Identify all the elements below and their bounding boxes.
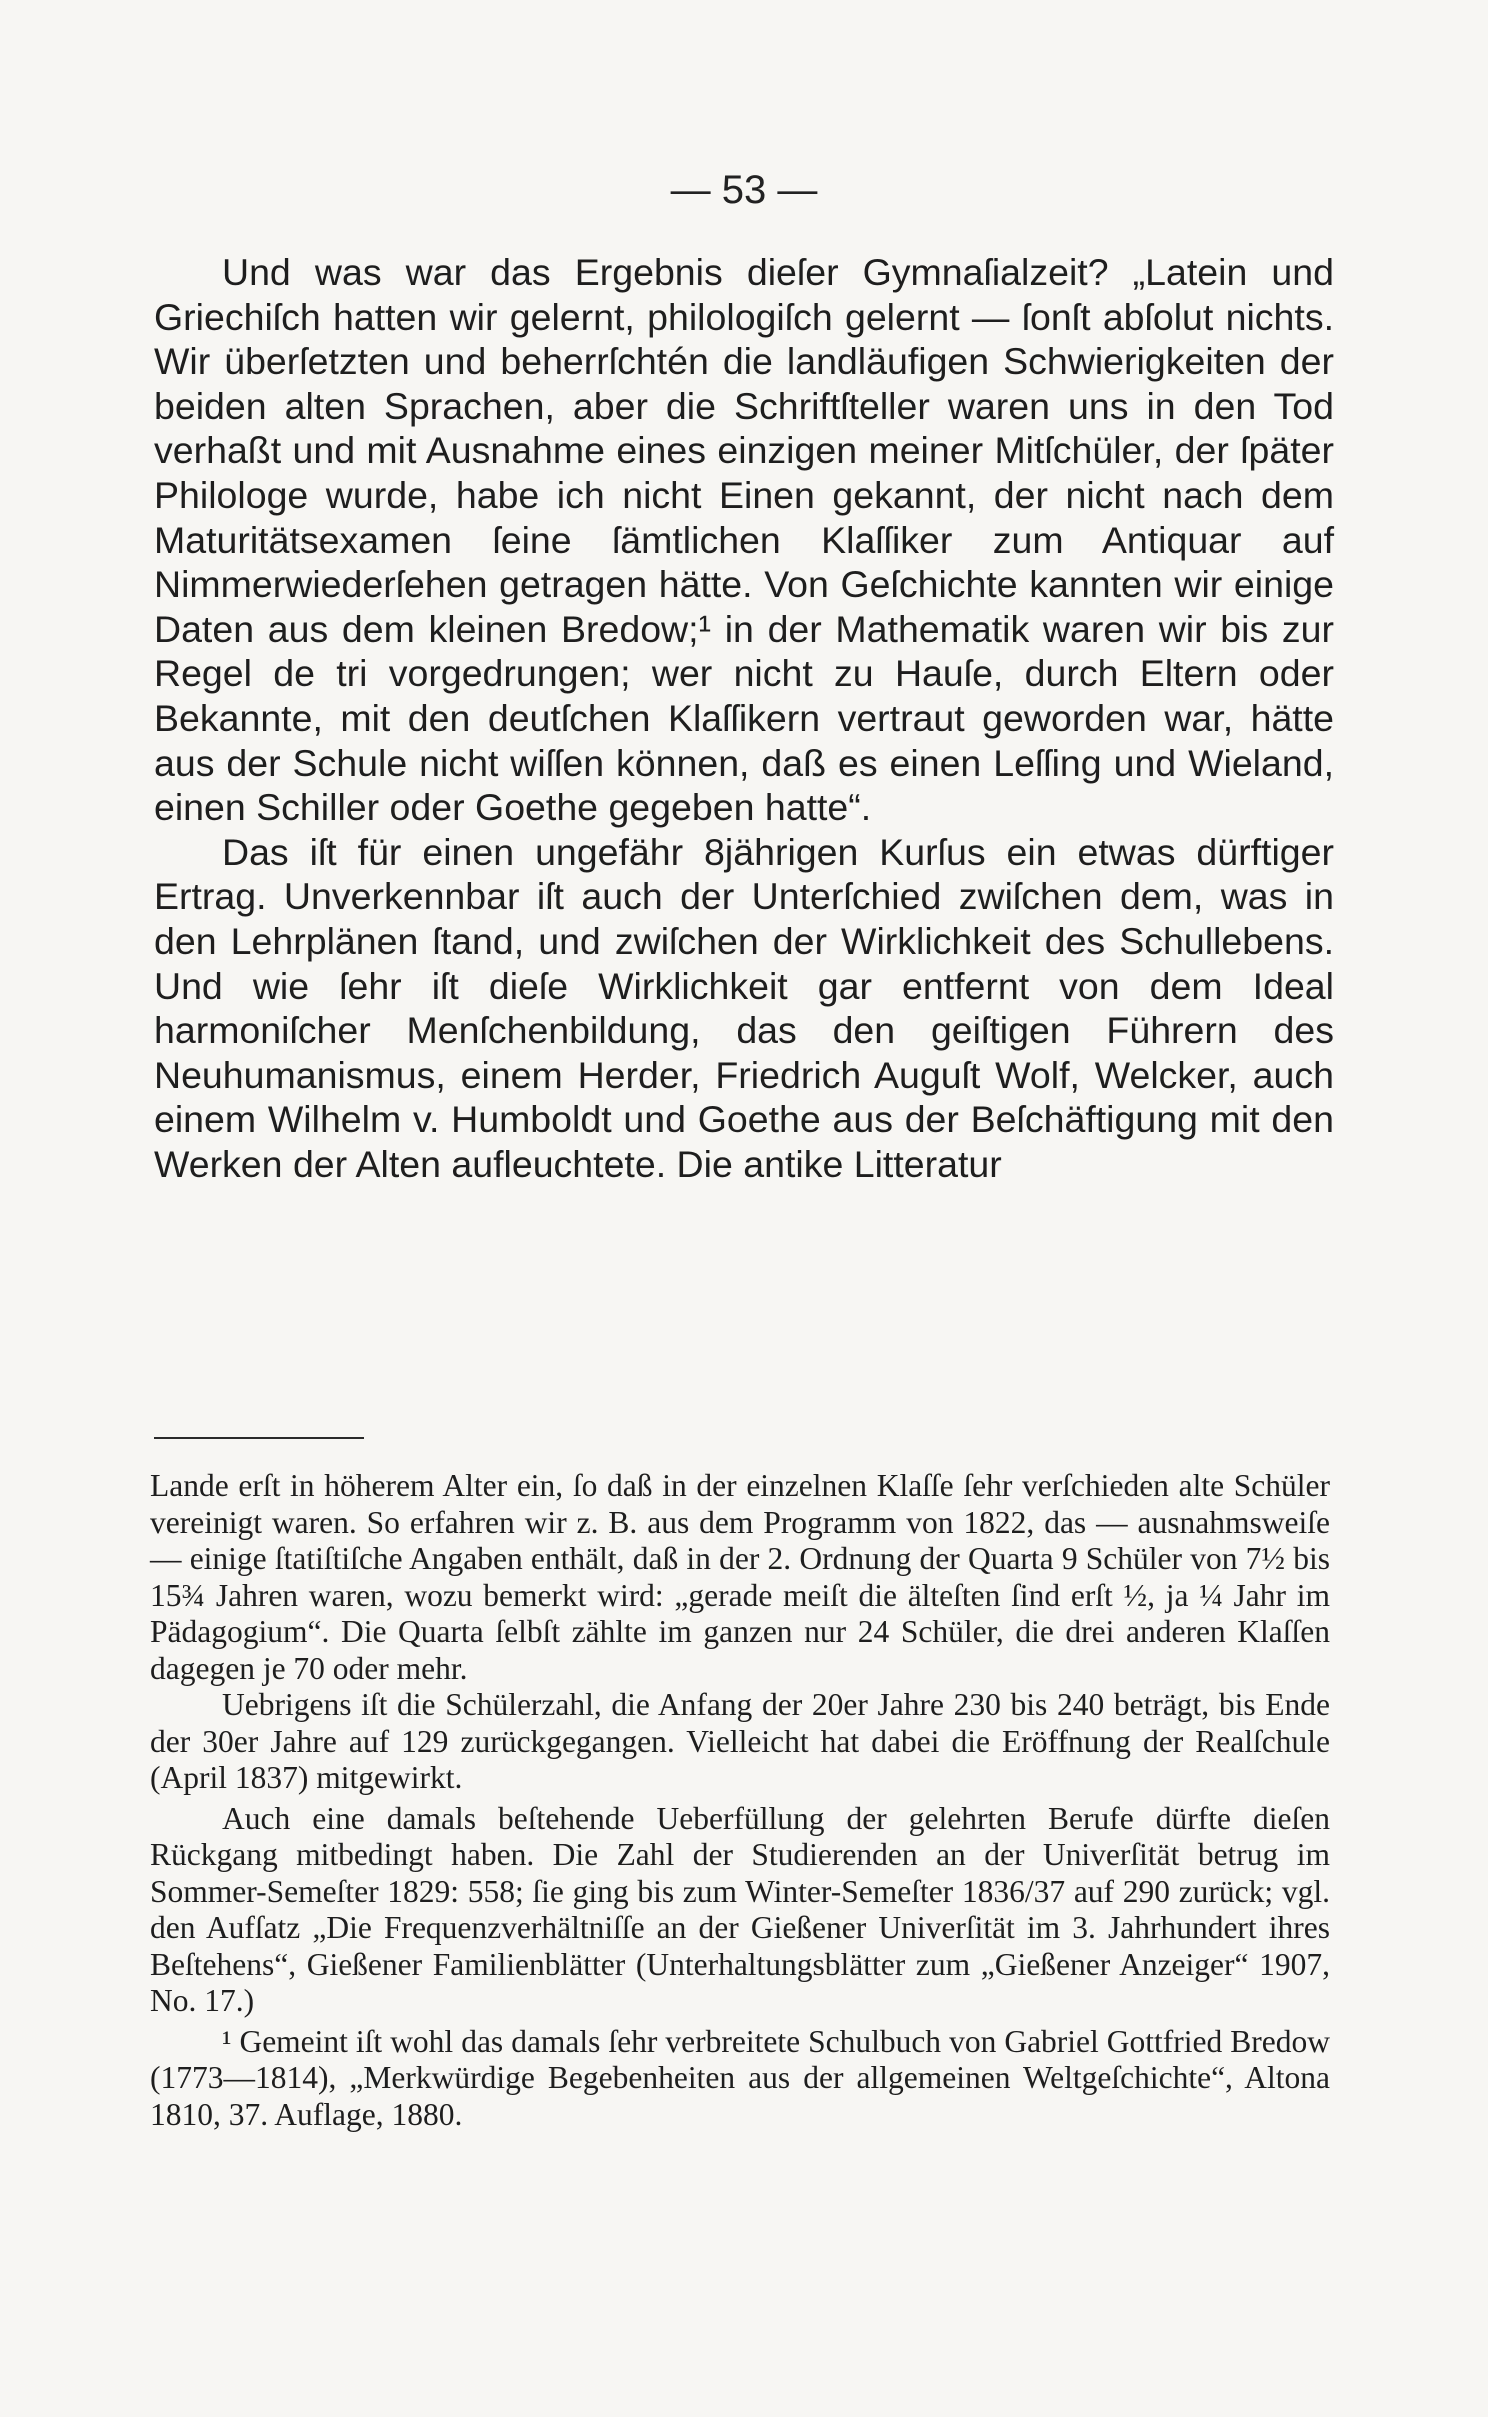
footnote-continuation: Lande erſt in höherem Alter ein, ſo daß in der einzelnen Klaſſe ſehr verſchieden alte Schüler vereinigt waren. So erfahren wir z. B. aus dem Programm von 1822, das — ausnahmsweiſe — einige ſtatiſtiſche Angaben enthält, daß in der 2. Ordnung der Quarta 9 Schüler von 7½ bis 15¾ Jahren waren, wozu bemerkt wird: „gerade meiſt die älteſten ſind erſt ½, ja ¼ Jahr im Pädagogium“. Die Quarta ſelbſt zählte im ganzen nur 24 Schüler, die drei anderen Klaſſen dagegen je 70 oder mehr. (150, 1468, 1330, 1686)
paragraph: Und was war das Ergebnis dieſer Gymnaſialzeit? „Latein und Griechiſch hatten wir gelernt, philologiſch gelernt — ſonſt abſolut nichts. Wir überſetzten und beherrſchtén die landläufigen Schwierigkeiten der beiden alten Sprachen, aber die Schriftſteller waren uns in den Tod verhaßt und mit Ausnahme eines einzigen meiner Mitſchüler, der ſpäter Philologe wurde, habe ich nicht Einen gekannt, der nicht nach dem Maturitätsexamen ſeine ſämtlichen Klaſſiker zum Antiquar auf Nimmerwiederſehen getragen hätte. Von Geſchichte kannten wir einige Daten aus dem kleinen Bredow;¹ in der Mathematik waren wir bis zur Regel de tri vorgedrungen; wer nicht zu Hauſe, durch Eltern oder Bekannte, mit den deutſchen Klaſſikern vertraut geworden war, hätte aus der Schule nicht wiſſen können, daß es einen Leſſing und Wieland, einen Schiller oder Goethe gegeben hatte“. (154, 251, 1334, 829)
footnote-divider (154, 1437, 364, 1439)
footnotes (150, 1468, 1330, 2133)
footnote-1: ¹ Gemeint iſt wohl das damals ſehr verbreitete Schulbuch von Gabriel Gottfried Bredow (1773—1814), „Merkwürdige Begebenheiten aus der allgemeinen Weltgeſchichte“, Altona 1810, 37. Auflage, 1880. (150, 2023, 1330, 2132)
main-text (154, 250, 1334, 1186)
paragraph: Das iſt für einen ungefähr 8jährigen Kurſus ein etwas dürftiger Ertrag. Unverkennbar iſt auch der Unterſchied zwiſchen dem, was in den Lehrplänen ſtand, und zwiſchen der Wirklichkeit des Schullebens. Und wie ſehr iſt dieſe Wirklichkeit gar entfernt von dem Ideal harmoniſcher Menſchenbildung, das den geiſtigen Führern des Neuhumanismus, einem Herder, Friedrich Auguſt Wolf, Welcker, auch einem Wilhelm v. Humboldt und Goethe aus der Beſchäftigung mit den Werken der Alten aufleuchtete. Die antike Litteratur (154, 830, 1334, 1185)
footnote-paragraph: Uebrigens iſt die Schülerzahl, die Anfang der 20er Jahre 230 bis 240 beträgt, bis Ende der 30er Jahre auf 129 zurückgegangen. Vielleicht hat dabei die Eröffnung der Realſchule (April 1837) mitgewirkt. (150, 1687, 1330, 1795)
page-number: — 53 — (670, 168, 818, 212)
footnote-paragraph: Auch eine damals beſtehende Ueberfüllung der gelehrten Berufe dürfte dieſen Rückgang mitbedingt haben. Die Zahl der Studierenden an der Univerſität betrug im Sommer-Semeſter 1829: 558; ſie ging bis zum Winter-Semeſter 1836/37 auf 290 zurück; vgl. den Aufſatz „Die Frequenzverhältniſſe an der Gießener Univerſität im 3. Jahrhundert ihres Beſtehens“, Gießener Familienblätter (Unterhaltungsblätter zum „Gießener Anzeiger“ 1907, No. 17.) (150, 1800, 1330, 2018)
